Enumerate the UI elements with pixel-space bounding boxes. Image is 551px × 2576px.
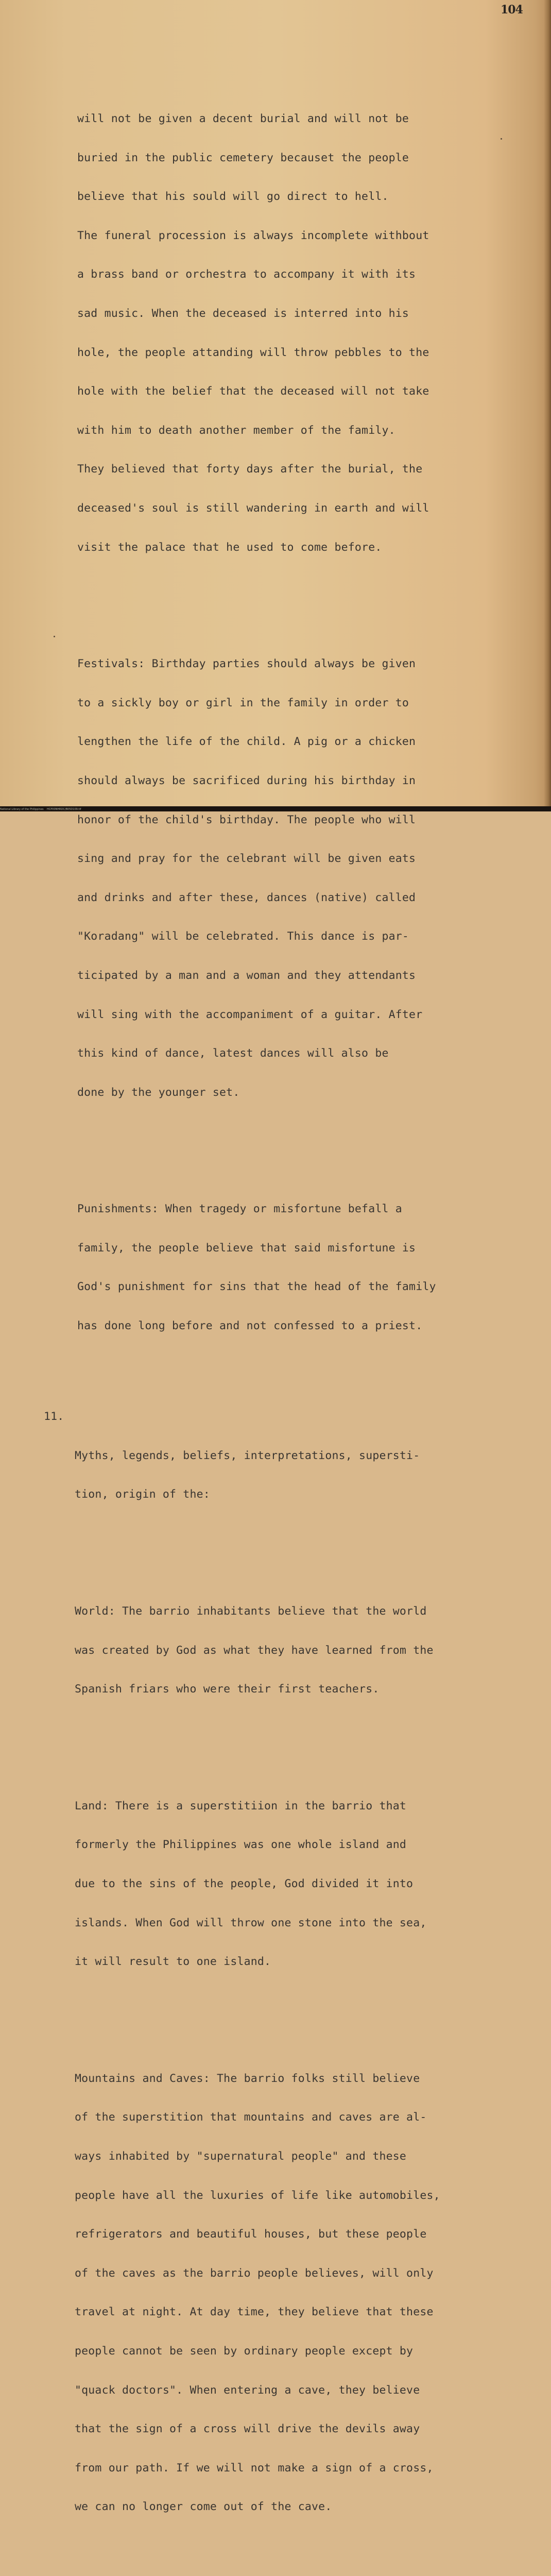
- text-line: will sing with the accompaniment of a guitar. After: [77, 1008, 423, 1021]
- text-line: lengthen the life of the child. A pig or a chicken: [77, 735, 416, 749]
- text-line: deceased's soul is still wandering in earth and will: [77, 501, 429, 515]
- text-line: that the sign of a cross will drive the devils away: [75, 2422, 420, 2436]
- text-line: visit the palace that he used to come before.: [77, 540, 382, 554]
- text-line: honor of the child's birthday. The people who will: [77, 813, 416, 826]
- section-myths: [44, 1410, 505, 1527]
- paragraph-burial: [77, 87, 505, 580]
- text-line: family, the people believe that said misfortune is: [77, 1241, 416, 1255]
- text-line: They believed that forty days after the burial, the: [77, 463, 423, 476]
- text-line: believe that his sould will go direct to hell.: [77, 190, 389, 204]
- text-line: refrigerators and beautiful houses, but these people: [75, 2228, 427, 2241]
- ink-speck: [54, 636, 55, 637]
- text-line: Punishments: When tragedy or misfortune befall a: [77, 1202, 402, 1216]
- text-line: World: The barrio inhabitants believe that the world: [75, 1605, 427, 1618]
- text-line: has done long before and not confessed to a priest.: [77, 1319, 423, 1333]
- text-line: "quack doctors". When entering a cave, they believe: [75, 2383, 420, 2397]
- text-line: ways inhabited by "supernatural people" and these: [75, 2150, 407, 2163]
- text-line: was created by God as what they have learned from the: [75, 1643, 434, 1657]
- paragraph-festivals: [77, 632, 505, 1125]
- text-line: to a sickly boy or girl in the family in order to: [77, 696, 409, 709]
- page-edge-shadow: [544, 0, 551, 811]
- text-line: people cannot be seen by ordinary people except by: [75, 2345, 414, 2358]
- text-line: people have all the luxuries of life like automobiles,: [75, 2189, 440, 2202]
- text-line: Myths, legends, beliefs, interpretations, supersti-: [75, 1449, 420, 1462]
- paragraph-mountains-caves: [75, 2046, 505, 2539]
- text-line: God's punishment for sins that the head of the family: [77, 1280, 436, 1294]
- text-line: Festivals: Birthday parties should always be given: [77, 657, 416, 671]
- text-line: hole with the belief that the deceased will not take: [77, 385, 429, 398]
- paragraph-world: [75, 1579, 505, 1722]
- text-line: Mountains and Caves: The barrio folks still believe: [75, 2072, 420, 2085]
- text-line: travel at night. At day time, they believe that these: [75, 2306, 434, 2319]
- text-line: tion, origin of the:: [75, 1488, 210, 1501]
- text-line: will not be given a decent burial and will not be: [77, 112, 409, 126]
- page-number: 104: [501, 3, 523, 16]
- text-line: of the superstition that mountains and caves are al-: [75, 2111, 427, 2124]
- text-line: it will result to one island.: [75, 1955, 271, 1969]
- text-line: with him to death another member of the family.: [77, 423, 395, 437]
- typewritten-text: [44, 47, 505, 2576]
- text-line: should always be sacrificed during his birthday in: [77, 774, 416, 787]
- text-line: hole, the people attanding will throw pebbles to the: [77, 346, 429, 359]
- text-line: done by the younger set.: [77, 1086, 240, 1099]
- text-line: sing and pray for the celebrant will be given eats: [77, 852, 416, 866]
- text-line: this kind of dance, latest dances will also be: [77, 1047, 389, 1060]
- text-line: ticipated by a man and a woman and they attendants: [77, 969, 416, 982]
- text-line: a brass band or orchestra to accompany it with its: [77, 268, 416, 281]
- text-line: from our path. If we will not make a sign of a cross,: [75, 2461, 434, 2475]
- text-line: "Koradang" will be celebrated. This dance is par-: [77, 930, 409, 943]
- text-line: and drinks and after these, dances (native) called: [77, 891, 416, 904]
- text-line: sad music. When the deceased is interred into his: [77, 307, 409, 320]
- ink-speck: [501, 138, 502, 140]
- paragraph-punishments: [77, 1177, 505, 1359]
- text-line: formerly the Philippines was one whole island and: [75, 1838, 407, 1852]
- paragraph-land: [75, 1773, 505, 1994]
- text-line: due to the sins of the people, God divided it into: [75, 1877, 414, 1891]
- text-line: we can no longer come out of the cave.: [75, 2500, 332, 2514]
- section-number: 11.: [44, 1410, 64, 1423]
- text-line: of the caves as the barrio people believes, will only: [75, 2266, 434, 2280]
- text-line: Spanish friars who were their first teachers.: [75, 1683, 380, 1696]
- scan-footer-bar: [0, 806, 551, 811]
- text-line: buried in the public cemetery becauset the people: [77, 151, 409, 164]
- text-line: The funeral procession is always incomplete withbout: [77, 229, 429, 242]
- scan-footer-text: National Library of the Philippines HCP00NHRDC/B05D109.tif: [0, 808, 81, 811]
- text-line: Land: There is a superstitiion in the barrio that: [75, 1799, 407, 1812]
- text-line: islands. When God will throw one stone into the sea,: [75, 1916, 427, 1929]
